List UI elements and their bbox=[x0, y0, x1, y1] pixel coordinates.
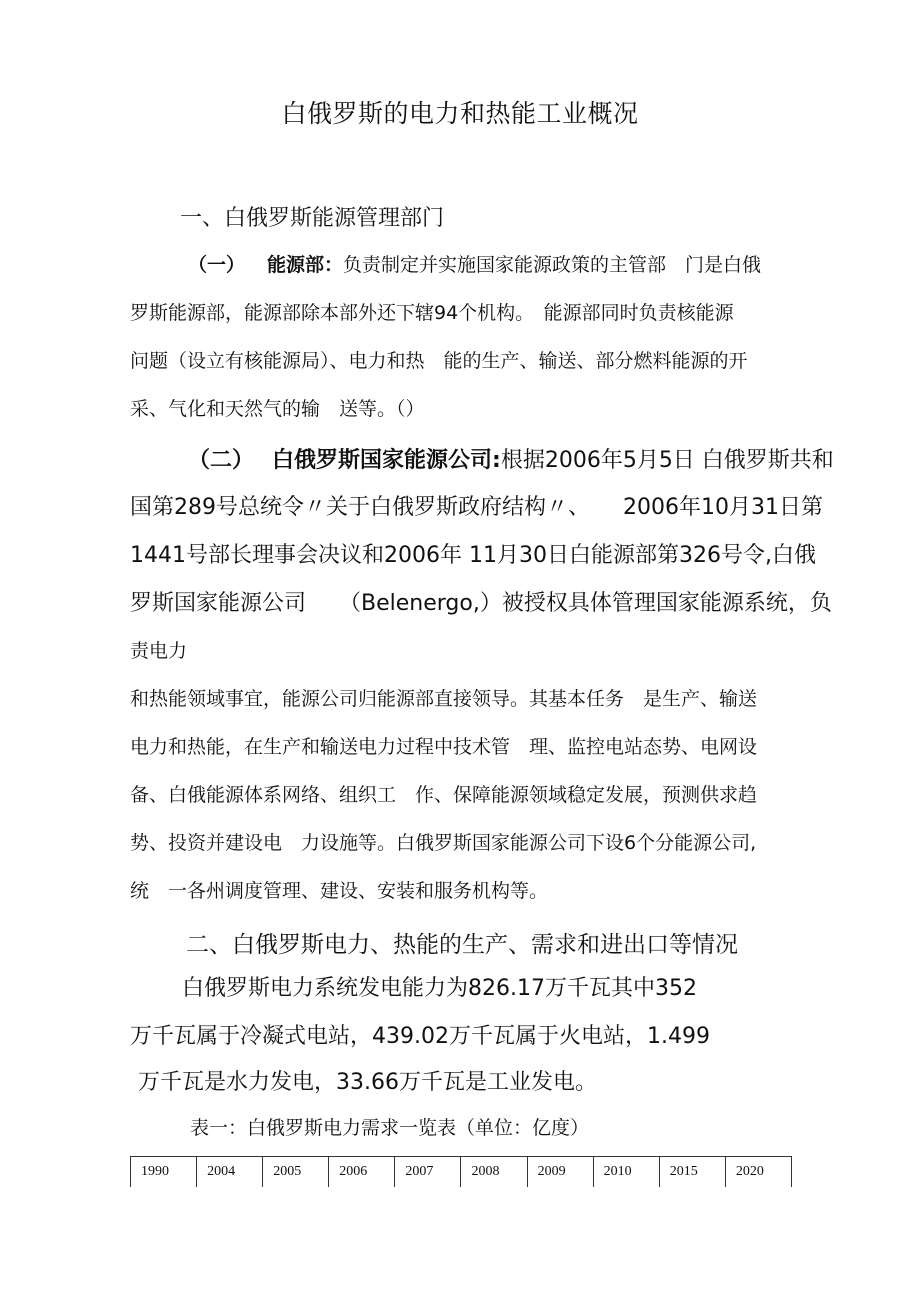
item-1-first-line bbox=[188, 250, 761, 277]
item-2-line-8: 势、投资并建设电 力设施等。白俄罗斯国家能源公司下设6个分能源公司, bbox=[130, 832, 757, 854]
year-cell: 2005 bbox=[263, 1157, 329, 1188]
item-2-line-2: 1441号部长理事会决议和2006年 11月30日白能源部第326号令,白俄 bbox=[130, 543, 816, 568]
item-2-line-0: 根据2006年5月5日 白俄罗斯共和 bbox=[500, 448, 834, 473]
demand-table bbox=[130, 1156, 792, 1187]
item-2-line-4: 责电力 bbox=[130, 640, 188, 662]
year-cell: 2006 bbox=[329, 1157, 395, 1188]
section-1-heading: 一、白俄罗斯能源管理部门 bbox=[180, 206, 445, 231]
table-caption: 表一：白俄罗斯电力需求一览表（单位：亿度） bbox=[190, 1117, 590, 1139]
section-2-heading: 二、白俄罗斯电力、热能的生产、需求和进出口等情况 bbox=[186, 932, 738, 958]
section-2-line-0: 白俄罗斯电力系统发电能力为826.17万千瓦其中352 bbox=[182, 976, 697, 1001]
item-2-line-9: 统 一各州调度管理、建设、安装和服务机构等。 bbox=[130, 880, 549, 902]
year-cell: 2010 bbox=[593, 1157, 659, 1188]
item-2-name: 白俄罗斯国家能源公司: bbox=[272, 448, 501, 473]
item-1-label: （一） bbox=[188, 254, 246, 276]
document-title: 白俄罗斯的电力和热能工业概况 bbox=[281, 99, 639, 128]
year-cell: 2015 bbox=[659, 1157, 725, 1188]
year-cell: 2007 bbox=[395, 1157, 461, 1188]
year-cell: 2004 bbox=[197, 1157, 263, 1188]
item-1-line-3: 采、气化和天然气的输 送等。（） bbox=[130, 398, 425, 420]
section-2-line-1: 万千瓦属于冷凝式电站，439.02万千瓦属于火电站，1.499 bbox=[130, 1024, 710, 1049]
item-2-line-7: 备、白俄能源体系网络、组织工 作、保障能源领域稳定发展，预测供求趋 bbox=[130, 784, 758, 806]
item-1-line-0: 负责制定并实施国家能源政策的主管部 门是白俄 bbox=[343, 254, 762, 276]
item-2-line-6: 电力和热能，在生产和输送电力过程中技术管 理、监控电站态势、电网设 bbox=[130, 736, 758, 758]
item-1-name: 能源部： bbox=[267, 254, 344, 276]
table-header-row bbox=[131, 1157, 792, 1188]
year-cell: 2020 bbox=[725, 1157, 791, 1188]
item-2-line-3: 罗斯国家能源公司 （Belenergo,）被授权具体管理国家能源系统，负 bbox=[130, 591, 832, 616]
year-cell: 1990 bbox=[131, 1157, 197, 1188]
item-2-line-5: 和热能领域事宜，能源公司归能源部直接领导。其基本任务 是生产、输送 bbox=[130, 688, 758, 710]
item-1-line-2: 问题（设立有核能源局）、电力和热 能的生产、输送、部分燃料能源的开 bbox=[130, 350, 748, 372]
item-1-line-1: 罗斯能源部，能源部除本部外还下辖94个机构。 能源部同时负责核能源 bbox=[130, 302, 734, 324]
item-2-line-1: 国第289号总统令〃关于白俄罗斯政府结构〃、 2006年10月31日第 bbox=[130, 495, 823, 520]
item-2-label: （二） bbox=[188, 448, 255, 473]
item-2-first-line bbox=[188, 443, 834, 474]
year-cell: 2008 bbox=[461, 1157, 527, 1188]
section-2-line-2: 万千瓦是水力发电，33.66万千瓦是工业发电。 bbox=[138, 1070, 597, 1095]
year-cell: 2009 bbox=[527, 1157, 593, 1188]
